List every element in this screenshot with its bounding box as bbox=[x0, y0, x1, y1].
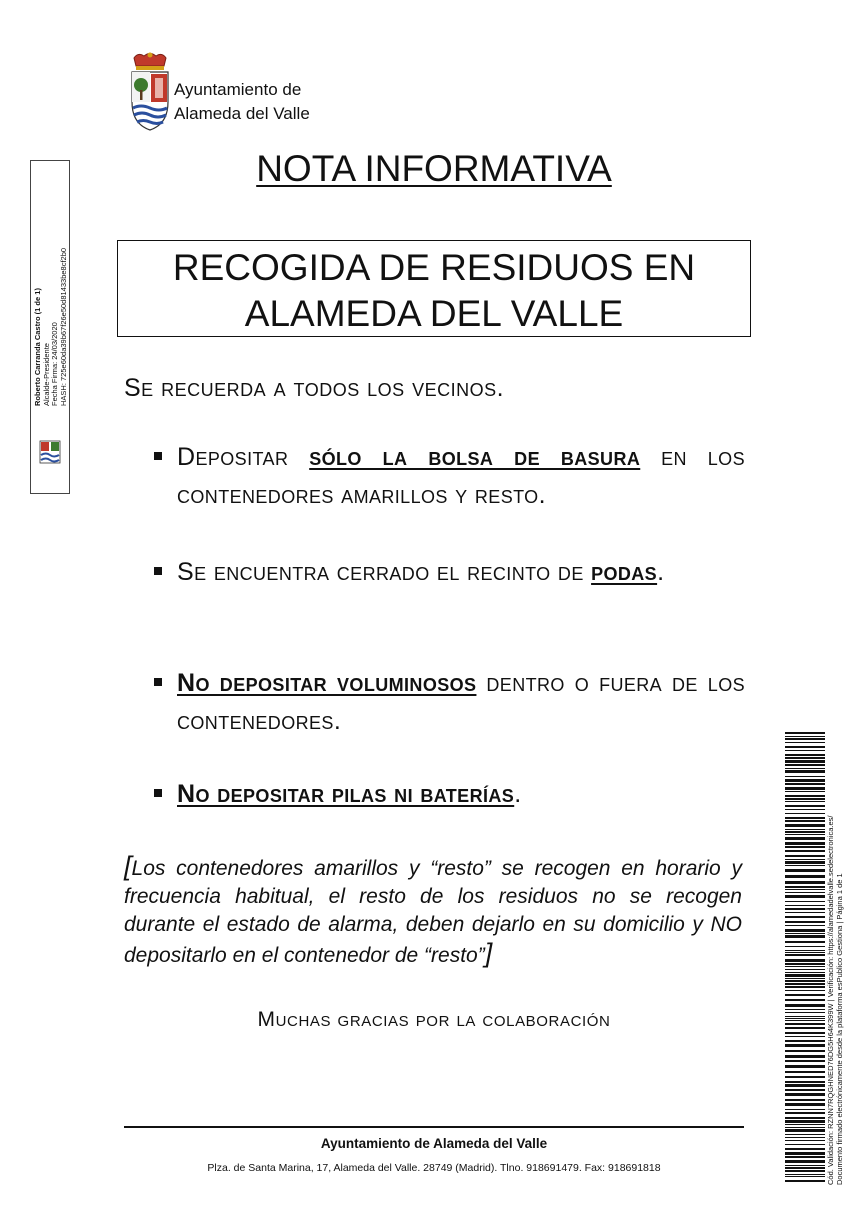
barcode-bar bbox=[785, 990, 825, 991]
barcode-bar bbox=[785, 746, 825, 748]
barcode-bar bbox=[785, 895, 825, 898]
barcode-bar bbox=[785, 801, 825, 802]
barcode-bar bbox=[785, 776, 825, 777]
barcode-bar bbox=[785, 1089, 825, 1091]
bullet-3-text-end: dentro o fuera de los contenedores. bbox=[177, 669, 745, 735]
barcode-bar bbox=[785, 831, 825, 833]
barcode-bar bbox=[785, 886, 825, 888]
barcode-bar bbox=[785, 817, 825, 819]
barcode-bar bbox=[785, 846, 825, 848]
barcode-bar bbox=[785, 754, 825, 756]
barcode-bar bbox=[785, 1124, 825, 1125]
barcode-bar bbox=[785, 732, 825, 734]
page-title bbox=[0, 148, 868, 190]
barcode-bar bbox=[785, 850, 825, 852]
footer-address: Plza. de Santa Marina, 17, Alameda del Valle. 28749 (Madrid). Tlno. 918691479. Fax: 918691818 bbox=[207, 1162, 661, 1174]
barcode-bar bbox=[785, 969, 825, 970]
barcode-bar bbox=[785, 1055, 825, 1058]
heading-box bbox=[117, 240, 751, 337]
verification-line2: Documento firmado electrónicamente desde la plataforma esPublico Gestiona | Página 1 de 1 bbox=[835, 873, 844, 1185]
barcode-bar bbox=[785, 901, 825, 902]
bullet-marker bbox=[154, 567, 162, 575]
barcode-bar bbox=[785, 1170, 825, 1172]
barcode-bar bbox=[785, 1129, 825, 1132]
bullet-2-text-end: . bbox=[657, 558, 665, 586]
barcode-bar bbox=[785, 935, 825, 938]
barcode-bar bbox=[785, 959, 825, 962]
barcode-bar bbox=[785, 813, 825, 814]
barcode-bar bbox=[785, 972, 825, 973]
barcode-bar bbox=[785, 1112, 825, 1114]
bullet-4-emphasis: No depositar pilas ni baterías bbox=[177, 780, 515, 808]
signer-name: Roberto Carranda Castro (1 de 1) bbox=[33, 288, 42, 406]
barcode-bar bbox=[785, 1023, 825, 1025]
bullet-item-3 bbox=[177, 664, 745, 740]
signature-date: Fecha Firma: 24/03/2020 bbox=[50, 322, 59, 406]
barcode-bar bbox=[785, 829, 825, 830]
bullet-item-4 bbox=[177, 775, 745, 813]
barcode-bar bbox=[785, 1099, 825, 1101]
barcode-bar bbox=[785, 861, 825, 864]
bullet-2-text: Se encuentra cerrado el recinto de bbox=[177, 558, 592, 586]
footer-divider bbox=[124, 1126, 744, 1128]
barcode-bar bbox=[785, 865, 825, 866]
barcode-bar bbox=[785, 1044, 825, 1047]
barcode-bar bbox=[785, 963, 825, 965]
barcode-bar bbox=[785, 1020, 825, 1021]
barcode-bar bbox=[785, 994, 825, 996]
barcode-bar bbox=[785, 1065, 825, 1068]
barcode-bar bbox=[785, 1140, 825, 1141]
barcode-bar bbox=[785, 999, 825, 1001]
barcode-bar bbox=[785, 908, 825, 910]
bullet-item-2 bbox=[177, 553, 745, 591]
lead-text: Se recuerda a todos los vecinos. bbox=[124, 374, 505, 402]
barcode-bar bbox=[785, 1174, 825, 1175]
bullet-marker bbox=[154, 452, 162, 460]
barcode-bar bbox=[785, 750, 825, 751]
barcode-bar bbox=[785, 1180, 825, 1182]
barcode-bar bbox=[785, 791, 825, 792]
bullet-2-emphasis: podas bbox=[591, 558, 658, 586]
signer-role: Alcalde-Presidente bbox=[41, 343, 51, 406]
barcode-bar bbox=[785, 757, 825, 759]
barcode-bar bbox=[785, 1076, 825, 1078]
barcode-bar bbox=[785, 738, 825, 740]
small-crest-icon bbox=[39, 439, 61, 465]
barcode-bar bbox=[785, 1084, 825, 1087]
barcode-bar bbox=[785, 805, 825, 807]
barcode-bar bbox=[785, 768, 825, 769]
barcode-bar bbox=[785, 1144, 825, 1145]
barcode-bar bbox=[785, 837, 825, 840]
barcode-bar bbox=[785, 855, 825, 857]
barcode-bar bbox=[785, 1071, 825, 1073]
barcode-bar bbox=[785, 809, 825, 810]
barcode-bar bbox=[785, 974, 825, 977]
barcode-bar bbox=[785, 1152, 825, 1155]
bullet-item-1 bbox=[177, 438, 745, 514]
note-close-bracket: ] bbox=[484, 938, 493, 968]
barcode-bar bbox=[785, 916, 825, 918]
bullet-3-emphasis: No depositar voluminosos bbox=[177, 669, 477, 697]
barcode-bar bbox=[785, 795, 825, 797]
barcode-bar bbox=[785, 779, 825, 782]
barcode-bar bbox=[785, 929, 825, 932]
barcode-bar bbox=[785, 1050, 825, 1052]
verification-line1: Cód. Validación: RZNN7RQGHNED76DG5H64K399W | Verificación: https://alamedadelvalle.sedelectronica.es/ bbox=[826, 815, 835, 1185]
heading-line1: RECOGIDA DE RESIDUOS EN bbox=[172, 247, 696, 288]
barcode-bar bbox=[785, 1137, 825, 1138]
barcode-bar bbox=[785, 1032, 825, 1034]
barcode-bar bbox=[785, 1156, 825, 1158]
barcode-bar bbox=[785, 946, 825, 947]
note-open-bracket: [ bbox=[124, 851, 132, 881]
barcode-bar bbox=[785, 1176, 825, 1177]
barcode-bar bbox=[785, 1093, 825, 1096]
barcode-bar bbox=[785, 1016, 825, 1017]
footer-org: Ayuntamiento de Alameda del Valle bbox=[320, 1136, 548, 1151]
barcode-bar bbox=[785, 1012, 825, 1013]
bullet-4-text-end: . bbox=[514, 780, 522, 808]
barcode-bar bbox=[785, 1103, 825, 1106]
barcode-bar bbox=[785, 1004, 825, 1007]
barcode-bar bbox=[785, 736, 825, 737]
org-name-line2: Alameda del Valle bbox=[174, 104, 310, 123]
signature-strip bbox=[30, 160, 70, 494]
barcode-bar bbox=[785, 787, 825, 790]
barcode-bar bbox=[785, 875, 825, 878]
barcode-bar bbox=[785, 1120, 825, 1123]
barcode-bar bbox=[785, 798, 825, 800]
barcode-bar bbox=[785, 1060, 825, 1062]
barcode-bar bbox=[785, 1109, 825, 1110]
barcode-bar bbox=[785, 1036, 825, 1037]
verification-text bbox=[826, 745, 844, 1185]
barcode-bar bbox=[785, 966, 825, 967]
barcode-bar bbox=[785, 1160, 825, 1163]
barcode-bar bbox=[785, 925, 825, 926]
note-text: Los contenedores amarillos y “resto” se recogen en horario y frecuencia habitual, el resto de los residuos no se recogen durante el estado de alarma, deben dejarlo en su domicilio y NO depositarlo en el contenedor de “resto” bbox=[124, 857, 742, 967]
barcode-bar bbox=[785, 869, 825, 872]
barcode-bar bbox=[785, 954, 825, 956]
note-paragraph bbox=[124, 852, 742, 970]
barcode-bar bbox=[785, 834, 825, 835]
barcode-bar bbox=[785, 980, 825, 982]
barcode-bar bbox=[785, 952, 825, 953]
barcode-bar bbox=[785, 1040, 825, 1042]
bullet-marker bbox=[154, 678, 162, 686]
municipal-logo bbox=[128, 52, 338, 132]
barcode-bar bbox=[785, 770, 825, 773]
bullet-1-text: Depositar bbox=[177, 443, 310, 471]
bullet-1-text-end: en los contenedores amarillos y resto. bbox=[177, 443, 745, 509]
barcode-bar bbox=[785, 1117, 825, 1119]
barcode-bar bbox=[785, 881, 825, 884]
page-title-text: NOTA INFORMATIVA bbox=[256, 148, 612, 189]
signature-hash: HASH: 725e60da39b67f26e50d81433be8cf2b0 bbox=[58, 247, 68, 406]
validation-barcode bbox=[785, 732, 825, 1184]
barcode-bar bbox=[785, 941, 825, 943]
barcode-bar bbox=[785, 1167, 825, 1169]
barcode-bar bbox=[785, 933, 825, 934]
barcode-bar bbox=[785, 986, 825, 988]
barcode-bar bbox=[785, 905, 825, 906]
bullet-1-emphasis: sólo la bolsa de basura bbox=[309, 443, 641, 471]
barcode-bar bbox=[785, 1027, 825, 1029]
barcode-bar bbox=[785, 1009, 825, 1010]
org-name-line1: Ayuntamiento de bbox=[174, 80, 302, 99]
barcode-bar bbox=[785, 764, 825, 766]
barcode-bar bbox=[785, 859, 825, 860]
barcode-bar bbox=[785, 1165, 825, 1166]
barcode-bar bbox=[785, 892, 825, 893]
barcode-bar bbox=[785, 1148, 825, 1150]
barcode-bar bbox=[785, 1134, 825, 1135]
barcode-bar bbox=[785, 842, 825, 845]
thanks-text: Muchas gracias por la colaboración bbox=[257, 1008, 611, 1031]
barcode-bar bbox=[785, 889, 825, 890]
barcode-bar bbox=[785, 1081, 825, 1083]
barcode-bar bbox=[785, 824, 825, 827]
barcode-bar bbox=[785, 1018, 825, 1019]
barcode-bar bbox=[785, 983, 825, 985]
barcode-bar bbox=[785, 912, 825, 913]
barcode-bar bbox=[785, 1127, 825, 1128]
barcode-bar bbox=[785, 921, 825, 923]
barcode-bar bbox=[785, 783, 825, 785]
bullet-marker bbox=[154, 789, 162, 797]
barcode-bar bbox=[785, 950, 825, 951]
coat-of-arms-icon bbox=[128, 52, 172, 132]
barcode-bar bbox=[785, 742, 825, 743]
heading-line2: ALAMEDA DEL VALLE bbox=[244, 293, 624, 334]
signature-text bbox=[34, 186, 68, 406]
barcode-bar bbox=[785, 820, 825, 822]
barcode-bar bbox=[785, 760, 825, 763]
barcode-bar bbox=[785, 978, 825, 979]
